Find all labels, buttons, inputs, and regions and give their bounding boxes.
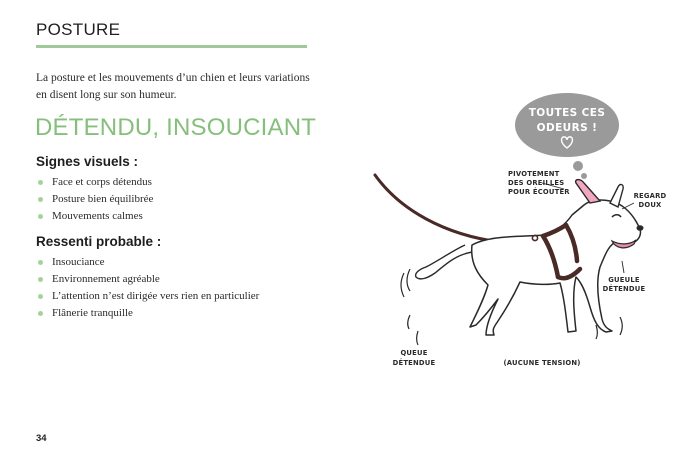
page-number: 34 <box>36 433 47 444</box>
list-item <box>36 271 259 288</box>
label-tail-line-1: QUEUE <box>400 349 428 357</box>
list-item-text: Posture bien équilibrée <box>52 193 154 205</box>
label-ears-line-3: POUR ÉCOUTER <box>508 188 570 196</box>
section-title: POSTURE <box>36 20 121 39</box>
thought-bubble <box>515 93 619 179</box>
dog-illustration <box>360 85 690 385</box>
list-item <box>36 174 153 191</box>
probable-feeling-list <box>36 254 259 322</box>
thought-line-2: ODEURS ! <box>536 122 598 134</box>
thought-line-1: TOUTES CES <box>528 107 606 119</box>
probable-feeling-title: Ressenti probable : <box>36 234 162 249</box>
label-mouth-line-1: GUEULE <box>608 276 640 284</box>
dog-nose <box>637 225 644 231</box>
label-gaze-line-1: REGARD <box>633 192 667 200</box>
visual-signs-title: Signes visuels : <box>36 154 139 169</box>
list-item-text: Insouciance <box>52 256 105 268</box>
list-item <box>36 305 259 322</box>
dog-tail <box>416 245 472 279</box>
label-ears-line-2: DES OREILLES <box>508 179 565 187</box>
dog-ear-left <box>576 180 600 203</box>
list-item-text: Environnement agréable <box>52 273 160 285</box>
section-divider <box>36 45 307 48</box>
label-leash: (AUCUNE TENSION) <box>503 359 581 367</box>
label-ears-line-1: PIVOTEMENT <box>508 170 560 178</box>
list-item-text: L’attention n’est dirigée vers rien en particulier <box>52 290 260 302</box>
bullet-icon <box>38 197 43 202</box>
bullet-icon <box>38 260 43 265</box>
visual-signs-list <box>36 174 153 225</box>
list-item <box>36 191 153 208</box>
label-tail-line-2: DÉTENDUE <box>392 359 436 367</box>
bullet-icon <box>38 180 43 185</box>
label-mouth-line-2: DÉTENDUE <box>602 285 646 293</box>
list-item <box>36 288 259 305</box>
dog-ear-right <box>610 185 623 207</box>
mood-heading: DÉTENDU, INSOUCIANT <box>35 114 317 141</box>
list-item-text: Flânerie tranquille <box>52 307 133 319</box>
list-item-text: Face et corps détendus <box>52 176 152 188</box>
bullet-icon <box>38 311 43 316</box>
bullet-icon <box>38 277 43 282</box>
label-gaze-line-2: DOUX <box>638 201 662 209</box>
list-item <box>36 208 153 225</box>
intro-paragraph: La posture et les mouvements d’un chien et leurs variations en disent long sur son humeur. <box>36 72 310 101</box>
bullet-icon <box>38 294 43 299</box>
list-item <box>36 254 259 271</box>
list-item-text: Mouvements calmes <box>52 210 143 222</box>
bullet-icon <box>38 214 43 219</box>
